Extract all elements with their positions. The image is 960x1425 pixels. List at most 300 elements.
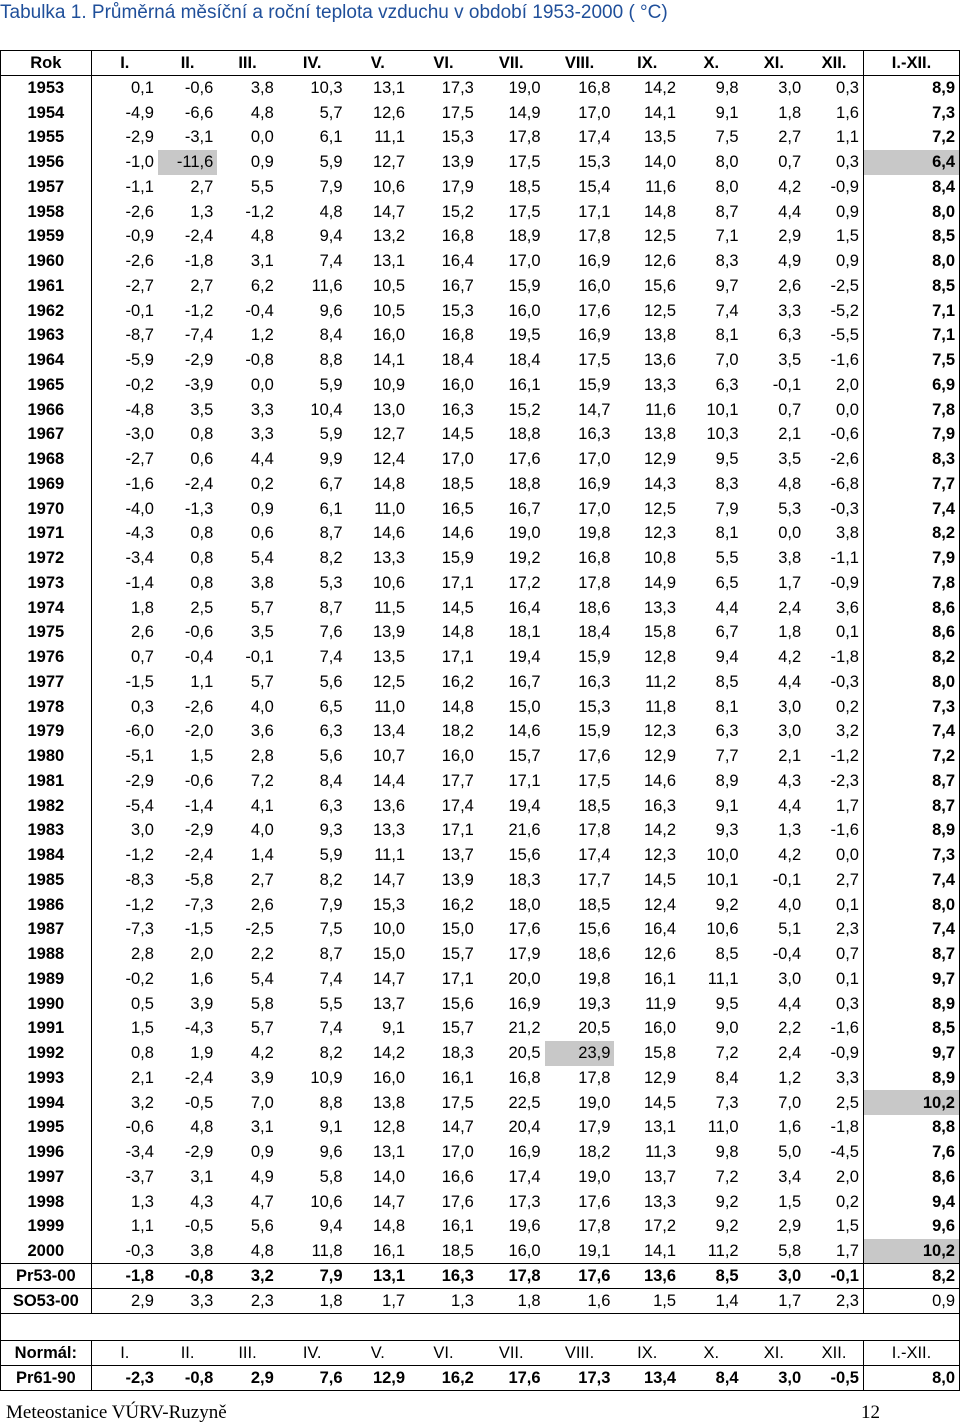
month-temp-cell: 16,0 [643,1019,677,1038]
table-row [1,348,960,373]
month-temp-cell: 7,4 [319,1019,343,1038]
month-temp-cell: 0,0 [836,400,859,419]
month-temp-cell: 0,8 [190,425,214,444]
month-temp-cell: 17,0 [578,103,611,122]
month-temp-cell: 7,9 [319,895,343,914]
month-temp-cell: 9,1 [319,1118,343,1137]
month-temp-cell: 13,8 [643,326,677,345]
month-temp-cell: 11,6 [645,177,677,196]
month-temp-cell: -0,6 [184,771,214,790]
month-temp-cell: 5,8 [319,1167,343,1186]
month-temp-cell: 5,8 [778,1241,802,1260]
month-temp-cell: 4,4 [250,450,274,469]
table-row [1,991,960,1016]
month-temp-cell: 12,6 [643,945,677,964]
month-temp-cell: 18,4 [508,351,541,370]
stddev-cell: 1,7 [743,1289,806,1314]
month-temp-cell: -1,8 [830,648,859,667]
month-temp-cell: -4,5 [830,1143,859,1162]
month-temp-cell: 15,3 [372,895,406,914]
annual-mean-cell: 8,5 [863,224,959,249]
month-temp-cell: 0,2 [836,697,859,716]
month-temp-cell: 5,7 [319,103,343,122]
month-temp-cell: 17,8 [578,573,611,592]
annual-mean-cell: 8,9 [863,1066,959,1091]
annual-mean-cell: 7,3 [863,694,959,719]
annual-mean-cell: 8,7 [863,793,959,818]
month-temp-cell: 2,0 [836,1167,859,1186]
month-temp-cell: -8,7 [125,326,154,345]
normal-mean-cell: 2,9 [217,1366,277,1391]
month-temp-cell: 8,3 [715,252,739,271]
header-cell: X. [680,51,743,76]
table-row [1,175,960,200]
month-temp-cell: -8,3 [125,870,154,889]
month-temp-cell: -0,6 [830,425,859,444]
month-temp-cell: 6,1 [319,128,343,147]
month-temp-cell: 2,7 [190,276,214,295]
annual-mean-cell: 6,4 [863,150,959,175]
month-temp-cell: 8,4 [319,326,343,345]
month-temp-cell: 16,1 [441,1217,474,1236]
month-temp-cell: 17,6 [441,1192,474,1211]
month-temp-cell: 6,5 [319,697,343,716]
month-temp-cell: 14,8 [372,1217,406,1236]
month-temp-cell: 15,3 [578,153,611,172]
month-temp-cell: 15,9 [578,648,611,667]
month-temp-cell: 16,9 [508,994,541,1013]
month-temp-cell: 1,1 [836,128,859,147]
month-temp-cell: -1,0 [125,153,154,172]
month-temp-cell: 15,6 [643,276,677,295]
month-temp-cell: 8,2 [319,1044,343,1063]
month-temp-cell: 15,4 [578,177,611,196]
month-temp-cell: 4,1 [250,796,274,815]
header-cell: XII. [805,51,863,76]
month-temp-cell: 3,1 [250,252,274,271]
month-temp-cell: -5,4 [125,796,154,815]
month-temp-cell: 3,0 [778,697,802,716]
month-temp-cell: 5,0 [778,1143,802,1162]
month-temp-cell: 16,8 [578,549,611,568]
year-cell: 1997 [1,1165,92,1190]
month-temp-cell: 1,3 [130,1192,154,1211]
month-temp-cell: 1,7 [836,796,859,815]
table-body [1,76,960,1264]
month-temp-cell: 3,2 [130,1093,154,1112]
month-temp-cell: 16,9 [508,1143,541,1162]
month-temp-cell: 11,5 [374,598,406,617]
mean-cell: 17,6 [545,1264,615,1289]
month-temp-cell: 10,3 [310,79,343,98]
month-temp-cell: 16,9 [578,326,611,345]
year-cell: 1986 [1,892,92,917]
month-temp-cell: 12,3 [643,846,677,865]
table-row [1,422,960,447]
month-temp-cell: 15,2 [508,400,541,419]
month-temp-cell: -1,1 [830,549,859,568]
month-temp-cell: 1,4 [250,846,274,865]
month-temp-cell: 16,7 [508,499,541,518]
annual-mean-cell: 7,8 [863,397,959,422]
normal-header-cell: VI. [409,1341,478,1366]
month-temp-cell: 15,0 [372,945,406,964]
month-temp-cell: 8,8 [319,1093,343,1112]
month-temp-cell: 3,0 [130,821,154,840]
stddev-cell: 1,8 [278,1289,347,1314]
year-cell: 1954 [1,100,92,125]
month-temp-cell: -2,4 [184,846,214,865]
month-temp-cell: 19,0 [578,1093,611,1112]
month-temp-cell: 9,3 [319,821,343,840]
month-temp-cell: -1,2 [125,846,154,865]
normal-header-cell: IX. [614,1341,680,1366]
month-temp-cell: 2,8 [130,945,154,964]
month-temp-cell: 0,9 [250,153,274,172]
table-row [1,125,960,150]
table-row [1,546,960,571]
month-temp-cell: 4,4 [778,202,802,221]
month-temp-cell: 5,8 [250,994,274,1013]
header-cell: Rok [1,51,92,76]
month-temp-cell: 18,5 [578,895,611,914]
month-temp-cell: 15,6 [578,920,611,939]
month-temp-cell: 17,9 [441,177,474,196]
month-temp-cell: 5,5 [250,177,274,196]
month-temp-cell: 2,8 [250,747,274,766]
month-temp-cell: 4,8 [190,1118,214,1137]
month-temp-cell: -2,9 [184,351,214,370]
table-row [1,1189,960,1214]
year-cell: 1994 [1,1090,92,1115]
month-temp-cell: 18,1 [508,623,541,642]
month-temp-cell: 5,5 [319,994,343,1013]
month-temp-cell: -1,5 [125,672,154,691]
month-temp-cell: 6,7 [319,474,343,493]
annual-mean-cell: 8,9 [863,991,959,1016]
month-temp-cell: 4,8 [778,474,802,493]
month-temp-cell: 15,0 [508,697,541,716]
month-temp-cell: -0,1 [125,301,154,320]
month-temp-cell: 6,3 [319,796,343,815]
table-row [1,967,960,992]
table-row [1,719,960,744]
month-temp-cell: 16,7 [441,276,474,295]
month-temp-cell: 2,0 [190,945,214,964]
month-temp-cell: 14,7 [372,870,406,889]
month-temp-cell: -1,1 [125,177,154,196]
month-temp-cell: 2,2 [250,945,274,964]
month-temp-cell: 4,0 [250,821,274,840]
month-temp-cell: 9,4 [319,227,343,246]
month-temp-cell: 11,0 [374,499,406,518]
month-temp-cell: 1,5 [836,227,859,246]
month-temp-cell: 20,5 [578,1019,611,1038]
month-temp-cell: 23,9 [545,1041,615,1066]
month-temp-cell: 7,1 [715,227,739,246]
month-temp-cell: 21,2 [508,1019,541,1038]
month-temp-cell: 16,3 [578,425,611,444]
month-temp-cell: -1,4 [125,573,154,592]
month-temp-cell: 1,3 [778,821,802,840]
year-cell: 1957 [1,175,92,200]
month-temp-cell: 4,4 [778,672,802,691]
annual-mean-cell: 8,7 [863,942,959,967]
month-temp-cell: -1,2 [830,747,859,766]
year-cell: 1963 [1,323,92,348]
month-temp-cell: 10,8 [643,549,677,568]
annual-mean-cell: 7,1 [863,323,959,348]
month-temp-cell: -1,6 [830,351,859,370]
month-temp-cell: 5,9 [319,846,343,865]
normal-mean-cell: 8,0 [863,1366,959,1391]
month-temp-cell: 6,3 [778,326,802,345]
annual-mean-cell: 8,2 [863,521,959,546]
annual-mean-cell: 8,5 [863,1016,959,1041]
month-temp-cell: -4,0 [125,499,154,518]
month-temp-cell: -1,2 [184,301,214,320]
month-temp-cell: 8,2 [319,870,343,889]
table-row [1,917,960,942]
month-temp-cell: 0,9 [250,499,274,518]
month-temp-cell: 16,1 [643,969,677,988]
month-temp-cell: 17,6 [578,747,611,766]
normal-header-cell: VIII. [545,1341,615,1366]
month-temp-cell: 3,4 [778,1167,802,1186]
month-temp-cell: 8,5 [715,672,739,691]
header-cell: I. [91,51,158,76]
table-row [1,1214,960,1239]
month-temp-cell: -1,8 [184,252,214,271]
month-temp-cell: 15,9 [578,375,611,394]
month-temp-cell: 19,1 [578,1241,611,1260]
table-row [1,1165,960,1190]
year-cell: 1982 [1,793,92,818]
month-temp-cell: 0,3 [130,697,154,716]
normal-header-cell: III. [217,1341,277,1366]
month-temp-cell: 17,6 [508,450,541,469]
month-temp-cell: 15,3 [441,128,474,147]
month-temp-cell: -5,1 [125,747,154,766]
month-temp-cell: 18,3 [508,870,541,889]
month-temp-cell: 7,9 [715,499,739,518]
stddev-cell: 1,7 [347,1289,410,1314]
year-cell: 2000 [1,1239,92,1264]
table-row [1,521,960,546]
month-temp-cell: 12,5 [643,499,677,518]
month-temp-cell: 2,6 [130,623,154,642]
month-temp-cell: -0,4 [772,945,802,964]
month-temp-cell: 10,5 [372,276,406,295]
month-temp-cell: 10,9 [372,375,406,394]
month-temp-cell: 15,2 [441,202,474,221]
month-temp-cell: 11,0 [374,697,406,716]
month-temp-cell: 17,8 [508,128,541,147]
month-temp-cell: 0,8 [130,1044,154,1063]
mean-cell: -0,1 [805,1264,863,1289]
month-temp-cell: -3,7 [125,1167,154,1186]
annual-mean-cell: 8,6 [863,595,959,620]
month-temp-cell: 17,5 [578,771,611,790]
month-temp-cell: 3,5 [250,623,274,642]
month-temp-cell: 15,6 [508,846,541,865]
stddev-cell: 2,3 [217,1289,277,1314]
month-temp-cell: 2,7 [836,870,859,889]
month-temp-cell: 9,7 [715,276,739,295]
year-cell: 1992 [1,1041,92,1066]
month-temp-cell: 9,0 [715,1019,739,1038]
month-temp-cell: 1,7 [778,573,802,592]
stddev-cell: 1,5 [614,1289,680,1314]
year-cell: 1966 [1,397,92,422]
mean-cell: 16,3 [409,1264,478,1289]
month-temp-cell: 5,7 [250,598,274,617]
month-temp-cell: 4,8 [250,103,274,122]
month-temp-cell: 12,5 [643,301,677,320]
annual-mean-cell: 10,2 [863,1090,959,1115]
month-temp-cell: -3,4 [125,1143,154,1162]
month-temp-cell: 17,9 [508,945,541,964]
month-temp-cell: 2,6 [250,895,274,914]
year-cell: 1976 [1,645,92,670]
month-temp-cell: 17,4 [441,796,474,815]
year-cell: 1975 [1,620,92,645]
month-temp-cell: 16,9 [578,474,611,493]
annual-mean-cell: 7,8 [863,571,959,596]
month-temp-cell: 14,2 [643,79,677,98]
normal-header-cell: I. [91,1341,158,1366]
month-temp-cell: 4,0 [778,895,802,914]
month-temp-cell: 19,4 [508,648,541,667]
month-temp-cell: -1,2 [125,895,154,914]
month-temp-cell: 13,8 [643,425,677,444]
annual-mean-cell: 9,6 [863,1214,959,1239]
normal-mean-cell: -0,5 [805,1366,863,1391]
annual-mean-cell: 7,9 [863,546,959,571]
month-temp-cell: 14,2 [643,821,677,840]
month-temp-cell: 0,6 [250,524,274,543]
month-temp-cell: 18,6 [578,945,611,964]
month-temp-cell: 13,3 [372,549,406,568]
month-temp-cell: 14,5 [643,1093,677,1112]
month-temp-cell: 16,8 [578,79,611,98]
month-temp-cell: 16,4 [508,598,541,617]
month-temp-cell: 16,6 [441,1167,474,1186]
month-temp-cell: 10,7 [372,747,406,766]
header-cell: I.-XII. [863,51,959,76]
year-cell: 1985 [1,868,92,893]
month-temp-cell: 11,8 [645,697,677,716]
mean-cell: 13,1 [347,1264,410,1289]
table-row [1,571,960,596]
year-cell: 1956 [1,150,92,175]
month-temp-cell: 13,5 [372,648,406,667]
month-temp-cell: -0,9 [830,573,859,592]
normal-header-cell: VII. [478,1341,545,1366]
month-temp-cell: -2,7 [125,276,154,295]
header-cell: III. [217,51,277,76]
month-temp-cell: 11,8 [311,1241,343,1260]
month-temp-cell: 12,9 [643,747,677,766]
table-row [1,150,960,175]
table-row [1,323,960,348]
month-temp-cell: -1,4 [184,796,214,815]
year-cell: 1965 [1,373,92,398]
month-temp-cell: -2,6 [830,450,859,469]
month-temp-cell: 13,7 [372,994,406,1013]
month-temp-cell: 9,1 [382,1019,406,1038]
month-temp-cell: 12,3 [643,722,677,741]
year-cell: 1983 [1,818,92,843]
month-temp-cell: 17,8 [578,1068,611,1087]
month-temp-cell: -5,8 [184,870,214,889]
mean-cell: 13,6 [614,1264,680,1289]
month-temp-cell: 19,8 [578,969,611,988]
month-temp-cell: 13,8 [372,1093,406,1112]
month-temp-cell: 17,1 [441,648,474,667]
table-row [1,1239,960,1264]
normal-mean-cell: 16,2 [409,1366,478,1391]
year-cell: 1972 [1,546,92,571]
month-temp-cell: -0,6 [184,623,214,642]
normal-mean-cell: 13,4 [614,1366,680,1391]
normal-header-cell: V. [347,1341,410,1366]
month-temp-cell: 10,1 [706,400,739,419]
month-temp-cell: 14,5 [441,598,474,617]
annual-mean-cell: 6,9 [863,373,959,398]
month-temp-cell: 7,0 [250,1093,274,1112]
month-temp-cell: 15,6 [441,994,474,1013]
month-temp-cell: 14,6 [441,524,474,543]
month-temp-cell: 2,7 [190,177,214,196]
month-temp-cell: 14,1 [372,351,406,370]
month-temp-cell: -0,4 [184,648,214,667]
month-temp-cell: 1,2 [778,1068,802,1087]
month-temp-cell: 12,9 [643,450,677,469]
month-temp-cell: 18,2 [441,722,474,741]
month-temp-cell: 1,2 [250,326,274,345]
month-temp-cell: 19,0 [508,524,541,543]
month-temp-cell: 2,0 [836,375,859,394]
header-cell: V. [347,51,410,76]
month-temp-cell: 3,8 [836,524,859,543]
month-temp-cell: -3,0 [125,425,154,444]
month-temp-cell: -7,4 [184,326,214,345]
month-temp-cell: 4,2 [778,846,802,865]
month-temp-cell: 1,8 [778,623,802,642]
month-temp-cell: 16,8 [441,326,474,345]
month-temp-cell: 13,6 [643,351,677,370]
month-temp-cell: 17,0 [578,450,611,469]
month-temp-cell: 15,7 [508,747,541,766]
header-cell: XI. [743,51,806,76]
month-temp-cell: 14,0 [372,1167,406,1186]
year-cell: 1958 [1,199,92,224]
month-temp-cell: 7,0 [778,1093,802,1112]
month-temp-cell: 16,9 [578,252,611,271]
footer-station: Meteostanice VÚRV-Ruzyně [6,1402,227,1423]
month-temp-cell: 13,0 [372,400,406,419]
month-temp-cell: 13,3 [643,1192,677,1211]
year-cell: 1974 [1,595,92,620]
month-temp-cell: 8,9 [715,771,739,790]
stddev-cell: 0,9 [863,1289,959,1314]
month-temp-cell: 1,6 [836,103,859,122]
month-temp-cell: 4,9 [778,252,802,271]
month-temp-cell: 0,1 [836,969,859,988]
normal-header-cell: XI. [743,1341,806,1366]
month-temp-cell: 16,1 [372,1241,406,1260]
